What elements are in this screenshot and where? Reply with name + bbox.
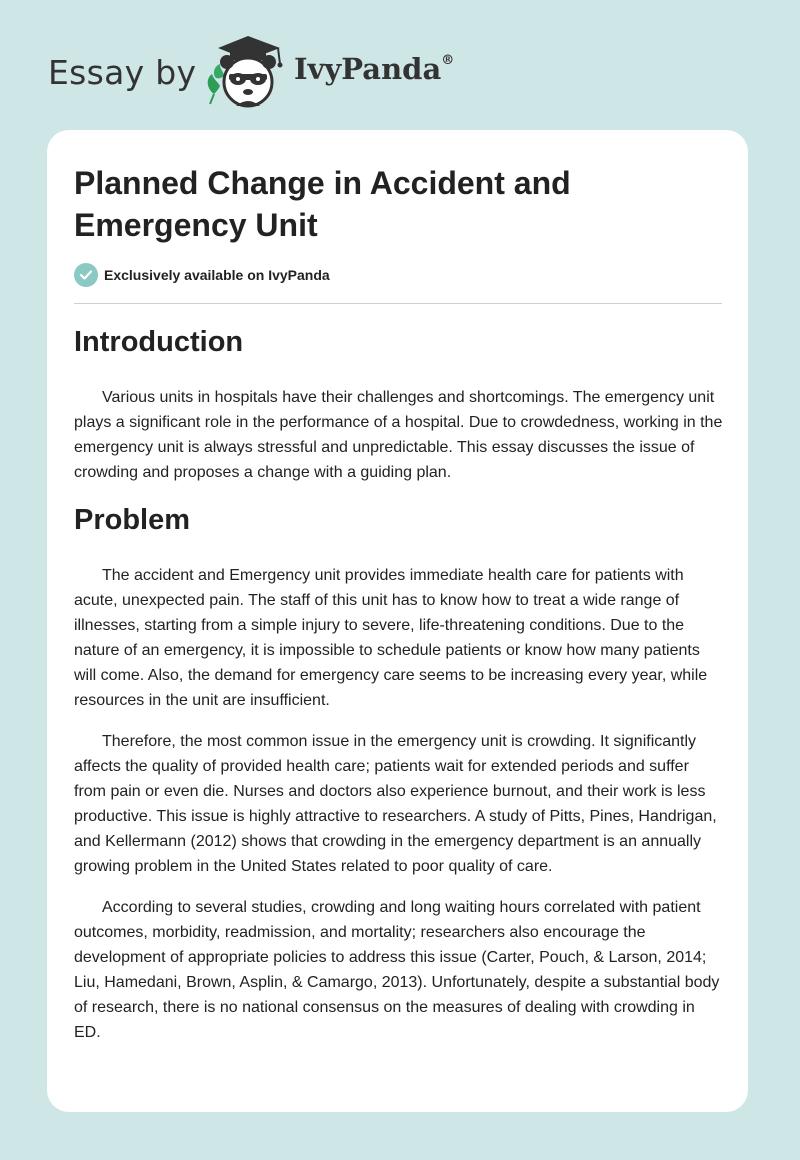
ivy-leaf-icon xyxy=(208,64,224,104)
brand-text: IvyPanda xyxy=(294,52,442,86)
paragraph: The accident and Emergency unit provides immediate health care for patients with acute, unexpected pain. The staff of this unit has to know how to treat a wide range of illnesses, starting from a simple injury to severe, life-threatening conditions. Due to the nature of an emergency, it is impossible to schedule patients or know how many patients will come. Also, the demand for emergency care seems to be increasing every year, while resources in the unit are insufficient. xyxy=(74,567,708,709)
ivypanda-logo-icon[interactable] xyxy=(200,34,290,112)
brand-name[interactable] xyxy=(294,52,454,86)
page-title: Planned Change in Accident and Emergency Unit xyxy=(74,165,571,243)
paragraph: Therefore, the most common issue in the emergency unit is crowding. It significantly affects the quality of provided health care; patients wait for extended periods and suffer from pain or even die. Nurses and doctors also experience burnout, and their work is less productive. This issue is highly attractive to researchers. A study of Pitts, Pines, Handrigan, and Kellermann (2012) shows that crowding in the emergency department is an annually growing problem in the United States related to poor quality of care. xyxy=(74,733,717,875)
paragraph: Various units in hospitals have their challenges and shortcomings. The emergency unit plays a significant role in the performance of a hospital. Due to crowdedness, working in the emergency unit is always stressful and unpredictable. This essay discusses the issue of crowding and proposes a change with a guiding plan. xyxy=(74,389,723,481)
exclusive-badge xyxy=(74,263,330,287)
check-icon xyxy=(74,263,98,287)
essay-by-label: Essay by xyxy=(48,52,197,92)
paragraph: According to several studies, crowding and long waiting hours correlated with patient outcomes, morbidity, readmission, and mortality; researchers also encourage the development of appropriate policies to address this issue (Carter, Pouch, & Larson, 2014; Liu, Hamedani, Brown, Asplin, & Camargo, 2013). Unfortunately, despite a substantial body of research, there is no national consensus on the measures of dealing with crowding in ED. xyxy=(74,899,720,1041)
section-heading-introduction: Introduction xyxy=(74,326,244,358)
section-heading-problem: Problem xyxy=(74,504,191,536)
site-header xyxy=(48,34,196,110)
registered-mark: ® xyxy=(441,53,455,69)
exclusive-badge-label: Exclusively available on IvyPanda xyxy=(104,267,330,283)
divider xyxy=(74,303,722,304)
essay-card xyxy=(47,130,748,1112)
